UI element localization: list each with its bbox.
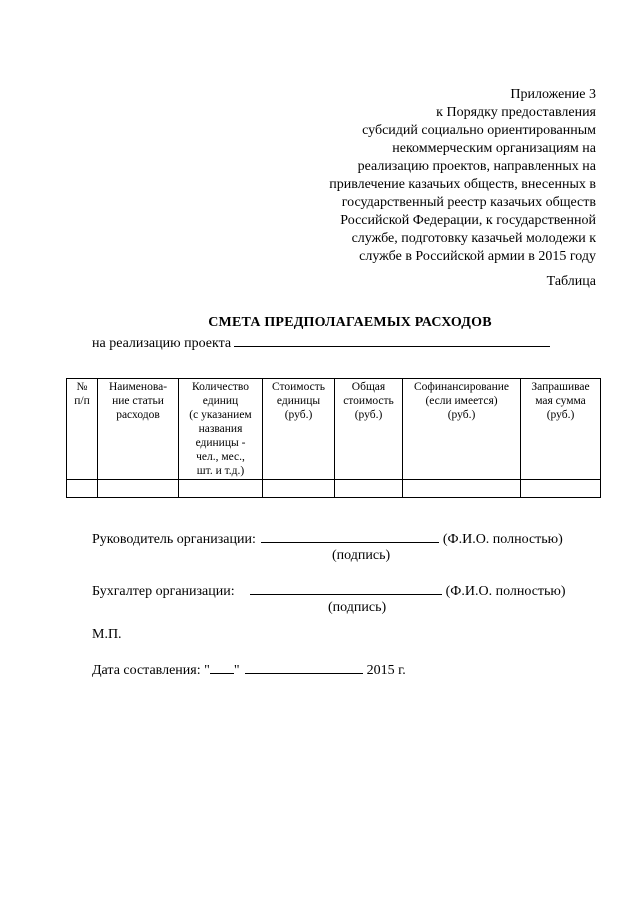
appendix-line: Приложение 3 xyxy=(510,87,596,102)
header-text: Софинансирование (если имеется) (руб.) xyxy=(414,381,509,421)
table-cell xyxy=(179,480,263,498)
header-text: Запрашивае мая сумма (руб.) xyxy=(531,381,590,421)
appendix-line: государственный реестр казачьих обществ xyxy=(341,195,596,210)
head-signature-line xyxy=(92,530,563,548)
table-cell xyxy=(67,480,98,498)
head-name-note: (Ф.И.О. полностью) xyxy=(442,532,563,547)
table-cell xyxy=(403,480,521,498)
table-header-row xyxy=(67,379,601,480)
header-text: Наименова- ние статьи расходов xyxy=(108,381,168,421)
header-cell-item-name xyxy=(98,379,179,480)
header-text: Общая стоимость (руб.) xyxy=(343,381,394,421)
table-row xyxy=(67,480,601,498)
date-month-blank xyxy=(245,661,363,674)
project-label: на реализацию проекта xyxy=(92,336,232,351)
header-cell-unit-cost xyxy=(263,379,335,480)
table-cell xyxy=(335,480,403,498)
header-cell-cofinancing xyxy=(403,379,521,480)
date-line xyxy=(92,661,406,679)
appendix-line: некоммерческим организациям на xyxy=(392,141,596,156)
date-quote-close: " xyxy=(233,663,240,678)
stamp-label: М.П. xyxy=(92,627,122,642)
header-cell-total-cost xyxy=(335,379,403,480)
appendix-line: субсидий социально ориентированным xyxy=(362,123,596,138)
accountant-name-note: (Ф.И.О. полностью) xyxy=(445,584,566,599)
table-cell xyxy=(521,480,601,498)
appendix-line: службе в Российской армии в 2015 году xyxy=(359,249,596,264)
project-line xyxy=(92,334,550,352)
appendix-line: Российской Федерации, к государственной xyxy=(340,213,596,228)
header-text: Количество единиц (с указанием названия единицы - чел., мес., шт. и т.д.) xyxy=(189,381,252,477)
document-title: СМЕТА ПРЕДПОЛАГАЕМЫХ РАСХОДОВ xyxy=(208,315,492,330)
table-cell xyxy=(263,480,335,498)
budget-table xyxy=(66,378,601,498)
appendix-line: привлечение казачьих обществ, внесенных в xyxy=(329,177,596,192)
accountant-label: Бухгалтер организации: xyxy=(92,584,235,599)
appendix-line: к Порядку предоставления xyxy=(436,105,596,120)
head-sign-note: (подпись) xyxy=(332,548,391,563)
header-cell-quantity xyxy=(179,379,263,480)
appendix-header xyxy=(276,86,596,266)
header-text: № п/п xyxy=(74,381,90,407)
head-signature-blank xyxy=(261,530,439,543)
date-label: Дата составления: " xyxy=(92,663,210,678)
header-text: Стоимость единицы (руб.) xyxy=(272,381,325,421)
appendix-line: реализацию проектов, направленных на xyxy=(357,159,596,174)
accountant-sign-note: (подпись) xyxy=(328,600,387,615)
header-cell-number xyxy=(67,379,98,480)
accountant-signature-line xyxy=(92,582,566,600)
table-label: Таблица xyxy=(546,274,596,289)
project-name-blank xyxy=(234,334,550,347)
header-cell-requested-amount xyxy=(521,379,601,480)
appendix-line: службе, подготовку казачьей молодежи к xyxy=(351,231,596,246)
date-year: 2015 г. xyxy=(366,663,406,678)
head-label: Руководитель организации: xyxy=(92,532,256,547)
date-day-blank xyxy=(210,661,234,674)
table-cell xyxy=(98,480,179,498)
accountant-signature-blank xyxy=(250,582,442,595)
